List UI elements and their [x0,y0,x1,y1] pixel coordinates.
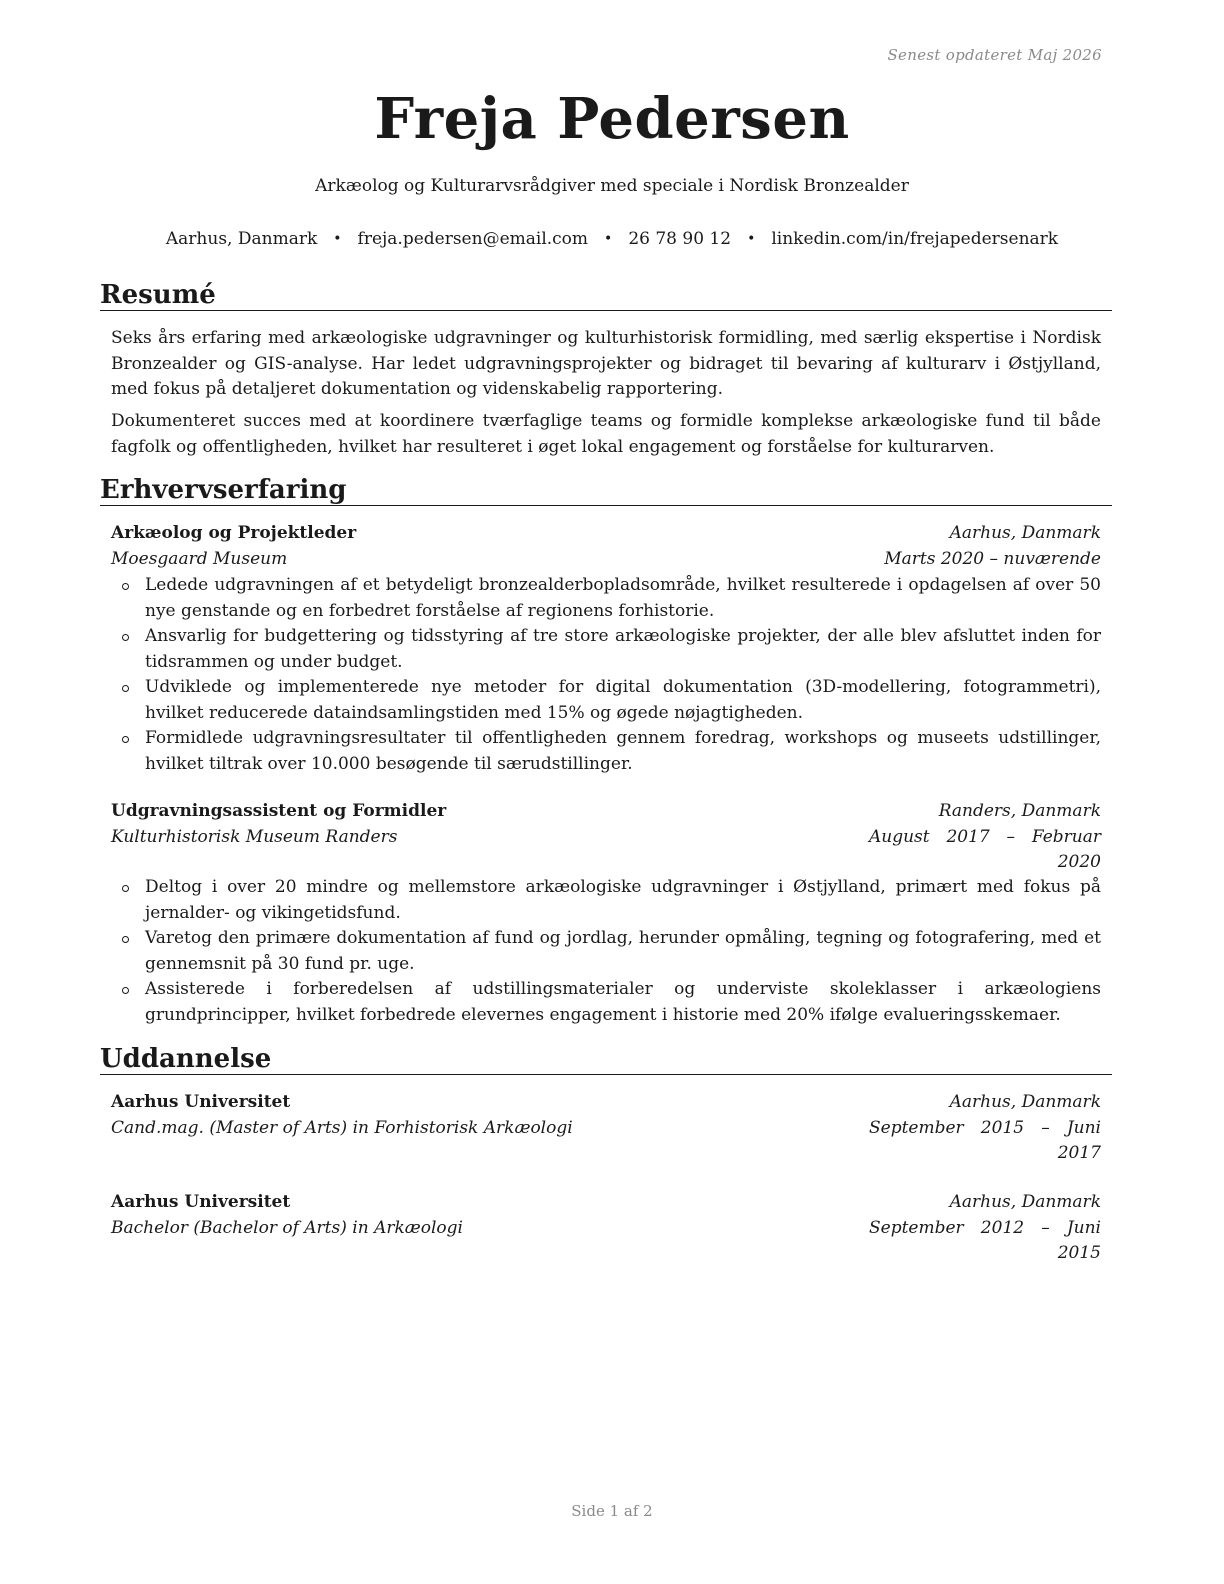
job-role: Arkæolog og Projektleder [111,523,357,543]
list-item: Ledede udgravningen af et betydeligt bronzealderbopladsområde, hvilket resulterede i opdagelsen af over 50 nye genstande og en forbedret forståelse af regionens forhistorie. [111,573,1101,624]
job-header [111,521,1101,546]
contact-phone: 26 78 90 12 [628,229,732,249]
job-bullets [111,875,1101,1028]
education-header [111,1090,1101,1115]
list-item: Deltog i over 20 mindre og mellemstore arkæologiske udgravninger i Østjylland, primært med fokus på jernalder- og vikingetidsfund. [111,875,1101,926]
last-updated: Senest opdateret Maj 2026 [887,46,1102,64]
job-header [111,799,1101,824]
separator-dot: • [747,231,756,247]
job-subheader [111,547,1101,572]
list-item: Ansvarlig for budgettering og tidsstyring af tre store arkæologiske projekter, der alle blev afsluttet inden for tidsrammen og under budget. [111,624,1101,675]
contact-line [0,229,1224,249]
education-subheader [111,1116,1101,1166]
separator-dot: • [333,231,342,247]
job-location: Aarhus, Danmark [949,523,1101,543]
section-title-summary: Resumé [100,280,1112,311]
page-number: Side 1 af 2 [571,1502,653,1520]
tagline: Arkæolog og Kulturarvsrådgiver med speciale i Nordisk Bronzealder [315,176,909,196]
contact-location: Aarhus, Danmark [165,229,318,249]
education-subheader [111,1216,1101,1266]
list-item: Assisterede i forberedelsen af udstillingsmaterialer og underviste skoleklasser i arkæologiens grundprincipper, hvilket forbedrede elevernes engagement i historie med 20% ifølge evalueringsskemaer. [111,977,1101,1028]
candidate-name: Freja Pedersen [374,86,850,152]
education-dates: September 2015 – Juni 2017 [869,1118,1101,1163]
job-subheader [111,825,1101,875]
education-dates: September 2012 – Juni 2015 [869,1218,1101,1263]
list-item: Udviklede og implementerede nye metoder for digital dokumentation (3D-modellering, fotogrammetri), hvilket reducerede dataindsamlingstiden med 15% og øgede nøjagtigheden. [111,675,1101,726]
education-degree: Bachelor (Bachelor of Arts) in Arkæologi [111,1218,463,1238]
education-location: Aarhus, Danmark [949,1192,1101,1212]
job-location: Randers, Danmark [938,801,1101,821]
education-degree: Cand.mag. (Master of Arts) in Forhistorisk Arkæologi [111,1118,573,1138]
job-dates: Marts 2020 – nuværende [884,549,1101,569]
job-dates: August 2017 – Februar 2020 [869,827,1101,872]
education-school: Aarhus Universitet [111,1092,291,1112]
contact-email[interactable]: freja.pedersen@email.com [357,229,589,249]
summary-paragraph: Dokumenteret succes med at koordinere tværfaglige teams og formidle komplekse arkæologiske fund til både fagfolk og offentligheden, hvilket har resulteret i øget lokal engagement og forståelse for kulturarven. [111,411,1101,457]
list-item: Varetog den primære dokumentation af fund og jordlag, herunder opmåling, tegning og fotografering, med et gennemsnit på 30 fund pr. uge. [111,926,1101,977]
summary-paragraph: Seks års erfaring med arkæologiske udgravninger og kulturhistorisk formidling, med særlig ekspertise i Nordisk Bronzealder og GIS-analyse. Har ledet udgravningsprojekter og bidraget til bevaring af kulturarv i Østjylland, med fokus på detaljeret dokumentation og videnskabelig rapportering. [111,328,1101,399]
education-location: Aarhus, Danmark [949,1092,1101,1112]
contact-linkedin[interactable]: linkedin.com/in/frejapedersenark [771,229,1059,249]
separator-dot: • [604,231,613,247]
job-employer: Kulturhistorisk Museum Randers [111,827,398,847]
education-header [111,1190,1101,1215]
job-employer: Moesgaard Museum [111,549,288,569]
section-title-education: Uddannelse [100,1044,1112,1075]
list-item: Formidlede udgravningsresultater til offentligheden gennem foredrag, workshops og museets udstillinger, hvilket tiltrak over 10.000 besøgende til særudstillinger. [111,726,1101,777]
job-role: Udgravningsassistent og Formidler [111,801,447,821]
job-bullets [111,573,1101,777]
education-school: Aarhus Universitet [111,1192,291,1212]
section-title-experience: Erhvervserfaring [100,475,1112,506]
